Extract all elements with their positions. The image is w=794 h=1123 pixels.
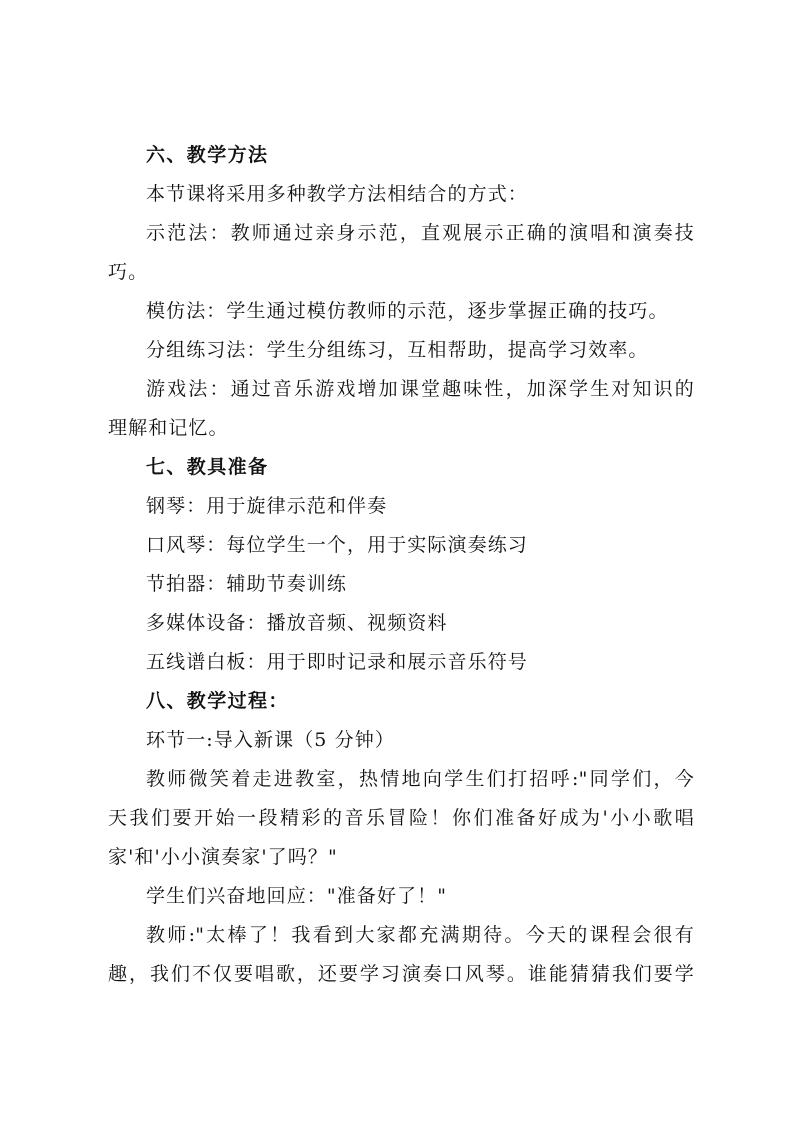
section-heading-teaching-methods: 六、教学方法 <box>146 144 269 166</box>
paragraph-game-method-line-2: 理解和记忆。 <box>108 417 229 439</box>
paragraph-group-practice-method: 分组练习法：学生分组练习，互相帮助，提高学习效率。 <box>146 339 649 361</box>
teaching-aid-staff-whiteboard: 五线谱白板：用于即时记录和展示音乐符号 <box>146 651 528 673</box>
process-step-one-title: 环节一:导入新课（5 分钟） <box>146 729 395 751</box>
teaching-aid-piano: 钢琴：用于旋律示范和伴奏 <box>146 495 388 517</box>
process-student-response: 学生们兴奋地回应："准备好了！" <box>146 885 448 907</box>
process-dialogue-line-1: 教师微笑着走进教室，热情地向学生们打招呼:"同学们，今 <box>146 768 694 790</box>
paragraph-demonstration-method-line-1: 示范法：教师通过亲身示范，直观展示正确的演唱和演奏技 <box>146 222 694 244</box>
process-dialogue-line-3: 家'和'小小演奏家'了吗？" <box>108 846 338 868</box>
teaching-aid-melodica: 口风琴：每位学生一个，用于实际演奏练习 <box>146 534 528 556</box>
paragraph-imitation-method: 模仿法：学生通过模仿教师的示范，逐步掌握正确的技巧。 <box>146 300 669 322</box>
paragraph-game-method-line-1: 游戏法：通过音乐游戏增加课堂趣味性，加深学生对知识的 <box>146 378 694 400</box>
section-heading-teaching-aids: 七、教具准备 <box>146 456 269 478</box>
paragraph-methods-intro: 本节课将采用多种教学方法相结合的方式： <box>146 183 528 205</box>
teaching-aid-metronome: 节拍器：辅助节奏训练 <box>146 573 348 595</box>
document-body <box>108 136 694 994</box>
process-teacher-line-1: 教师:"太棒了！我看到大家都充满期待。今天的课程会很有 <box>146 924 694 946</box>
process-dialogue-line-2: 天我们要开始一段精彩的音乐冒险！你们准备好成为'小小歌唱 <box>108 807 694 829</box>
section-heading-teaching-process: 八、教学过程： <box>146 690 289 712</box>
teaching-aid-multimedia: 多媒体设备：播放音频、视频资料 <box>146 612 448 634</box>
process-teacher-line-2: 趣，我们不仅要唱歌，还要学习演奏口风琴。谁能猜猜我们要学 <box>108 963 694 985</box>
paragraph-demonstration-method-line-2: 巧。 <box>108 261 149 283</box>
